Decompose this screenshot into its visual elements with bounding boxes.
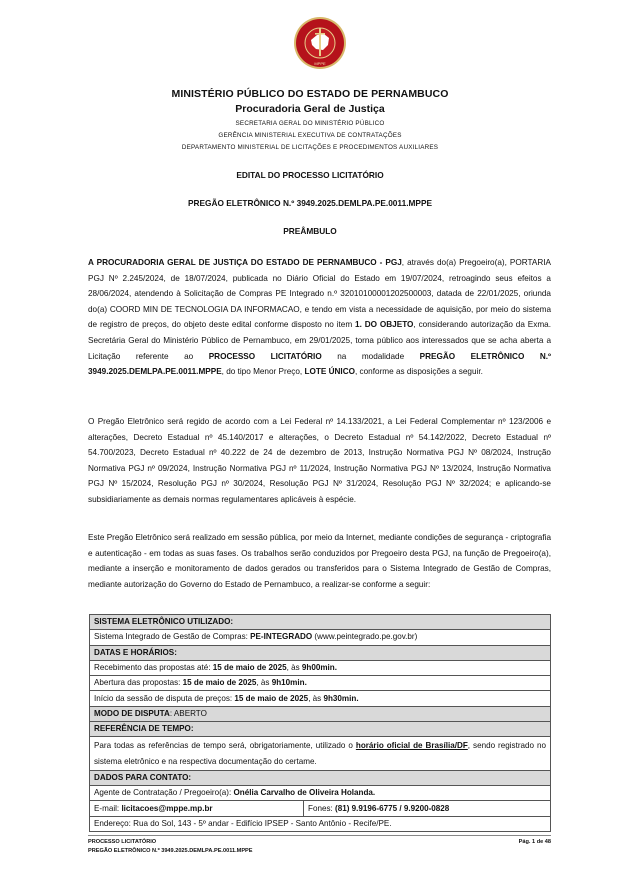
svg-text:MPPE: MPPE — [314, 61, 326, 66]
preamble-text-1: , através do(a) Pregoeiro(a), PORTARIA PGJ Nº 2.245/2024, de 18/07/2024, publicada no Diário Oficial do Estado em 19/07/2024, retroagindo seus efeitos a 28/06/2024, atendendo à Solicitação de Compras PE Integrado n.º 32010100001202500003, datada de 22/01/2025, oriunda do(a) COORD MIN DE TECNOLOGIA DA INFORMACAO, e tendo em vista a necessidade de aquisição, por meio do sistema de registro de preços, do objeto deste edital conforme disposto no item — [88, 258, 552, 330]
referencia-text-1: Para todas as referências de tempo será, obrigatoriamente, utilizado o — [94, 741, 356, 751]
agente-row — [90, 786, 551, 801]
footer-divider — [88, 835, 551, 836]
email-link[interactable]: licitacoes@mppe.mp.br — [121, 803, 213, 813]
email-label: E-mail: — [94, 803, 122, 813]
legal-basis-paragraph: O Pregão Eletrônico será regido de acordo com a Lei Federal nº 14.133/2021, a Lei Federal Complementar nº 123/2006 e alterações, Decreto Estadual nº 45.140/2017 e alterações, o Decreto Estadual nº 54.142/2022, Decreto Estadual nº 54.700/2023, Decreto Estadual nº 40.222 de 24 de dezembro de 2013, Instrução Normativa PGJ Nº 08/2024, Instrução Normativa PGJ nº 09/2024, Instrução Normativa PGJ nº 11/2024, Instrução Normativa PGJ Nº 13/2024, Instrução Normativa PGJ Nº 15/2024, Resolução PGJ nº 30/2024, Resolução PGJ Nº 31/2024, Resolução PGJ Nº 32/2024; e aplicando-se subsidiariamente as demais normas regulamentares aplicáveis à espécie. — [88, 417, 551, 504]
session-paragraph: Este Pregão Eletrônico será realizado em sessão pública, por meio da Internet, mediante condições de segurança - criptografia e autenticação - em todas as suas fases. Os trabalhos serão conduzidos por Pregoeiro desta PGJ, na função de Pregoeiro(a), mediante a inserção e monitoramento de dados gerados ou transferidos para o Sistema Integrado de Gestão de Compras, mediante autorização do Governo do Estado de Pernambuco, a realizar-se conforme a seguir: — [88, 533, 551, 589]
header-line-3: DEPARTAMENTO MINISTERIAL DE LICITAÇÕES E PROCEDIMENTOS AUXILIARES — [181, 144, 439, 151]
footer-pregao: PREGÃO ELETRÔNICO N.º 3949.2025.DEMLPA.PE.0011.MPPE — [88, 848, 253, 854]
sistema-label: Sistema Integrado de Gestão de Compras: — [94, 632, 251, 642]
agente-label: Agente de Contratação / Pregoeiro(a): — [94, 788, 234, 798]
page-number: Pág. 1 de 48 — [518, 839, 551, 845]
recebimento-row — [90, 660, 551, 675]
abertura-time: 9h10min. — [271, 678, 307, 688]
sistema-value: PE-INTEGRADO — [250, 632, 313, 642]
modo-value: : ABERTO — [169, 708, 207, 718]
referencia-text-2: , sendo registrado no sistema eletrônico e na respectiva documentação do certame. — [94, 741, 547, 766]
horario-oficial: horário oficial de Brasília/DF — [355, 741, 468, 751]
institution-subtitle: Procuradoria Geral de Justiça — [235, 103, 385, 115]
separator: , às — [286, 663, 302, 673]
abertura-date: 15 de maio de 2025 — [182, 678, 257, 688]
preamble-text-5: , conforme as disposições a seguir. — [354, 367, 483, 377]
header-line-2: GERÊNCIA MINISTERIAL EXECUTIVA DE CONTRATAÇÕES — [218, 132, 402, 139]
mppe-seal-icon — [293, 16, 347, 70]
sistema-header: SISTEMA ELETRÔNICO UTILIZADO: — [90, 615, 551, 630]
referencia-header: REFERÊNCIA DE TEMPO: — [90, 722, 551, 737]
endereco-row: Endereço: Rua do Sol, 143 - 5º andar - Edifício IPSEP - Santo Antônio - Recife/PE. — [90, 816, 551, 831]
fones-cell — [304, 801, 551, 816]
email-cell — [90, 801, 304, 816]
objeto-reference: 1. DO OBJETO — [355, 320, 414, 330]
preambulo-title: PREÂMBULO — [283, 226, 337, 236]
abertura-row — [90, 676, 551, 691]
lote-unico: LOTE ÚNICO — [304, 367, 355, 377]
processo-licitatorio: PROCESSO LICITATÓRIO — [208, 351, 322, 361]
sistema-url[interactable]: (www.peintegrado.pe.gov.br) — [312, 632, 418, 642]
separator: , às — [256, 678, 272, 688]
referencia-row — [90, 737, 551, 770]
preamble-text-4: , do tipo Menor Preço, — [221, 367, 305, 377]
recebimento-date: 15 de maio de 2025 — [212, 663, 287, 673]
separator: , às — [308, 693, 324, 703]
pgj-name: A PROCURADORIA GERAL DE JUSTIÇA DO ESTADO DE PERNAMBUCO - PGJ — [88, 258, 402, 267]
inicio-date: 15 de maio de 2025 — [234, 693, 309, 703]
info-table — [89, 614, 551, 832]
modo-disputa-row — [90, 706, 551, 721]
inicio-row — [90, 691, 551, 706]
institution-name: MINISTÉRIO PÚBLICO DO ESTADO DE PERNAMBUCO — [171, 88, 449, 100]
abertura-label: Abertura das propostas: — [94, 678, 183, 688]
preamble-text-2: , considerando autorização da Exma. Secretária Geral do Ministério Público de Pernambuco, em 29/01/2025, torna público aos interessados que se acha aberta a Licitação referente ao — [88, 320, 551, 361]
datas-header: DATAS E HORÁRIOS: — [90, 645, 551, 660]
recebimento-label: Recebimento das propostas até: — [94, 663, 213, 673]
fones-value: (81) 9.9196-6775 / 9.9200-0828 — [335, 803, 450, 813]
footer-process: PROCESSO LICITATÓRIO — [88, 839, 157, 845]
preamble-text-3: na modalidade — [321, 351, 420, 361]
recebimento-time: 9h00min. — [301, 663, 337, 673]
pregao-number: PREGÃO ELETRÔNICO N.º 3949.2025.DEMLPA.PE.0011.MPPE — [88, 351, 551, 377]
preamble-paragraph — [88, 255, 551, 380]
pregao-title: PREGÃO ELETRÔNICO N.º 3949.2025.DEMLPA.PE.0011.MPPE — [187, 198, 433, 208]
sistema-row — [90, 630, 551, 645]
edital-title: EDITAL DO PROCESSO LICITATÓRIO — [236, 170, 384, 180]
modo-label: MODO DE DISPUTA — [94, 708, 170, 718]
fones-label: Fones: — [308, 803, 335, 813]
agente-name: Onélia Carvalho de Oliveira Holanda. — [233, 788, 376, 798]
contato-header: DADOS PARA CONTATO: — [90, 770, 551, 785]
inicio-time: 9h30min. — [323, 693, 359, 703]
inicio-label: Início da sessão de disputa de preços: — [94, 693, 235, 703]
header-line-1: SECRETARIA GERAL DO MINISTÉRIO PÚBLICO — [235, 120, 385, 127]
